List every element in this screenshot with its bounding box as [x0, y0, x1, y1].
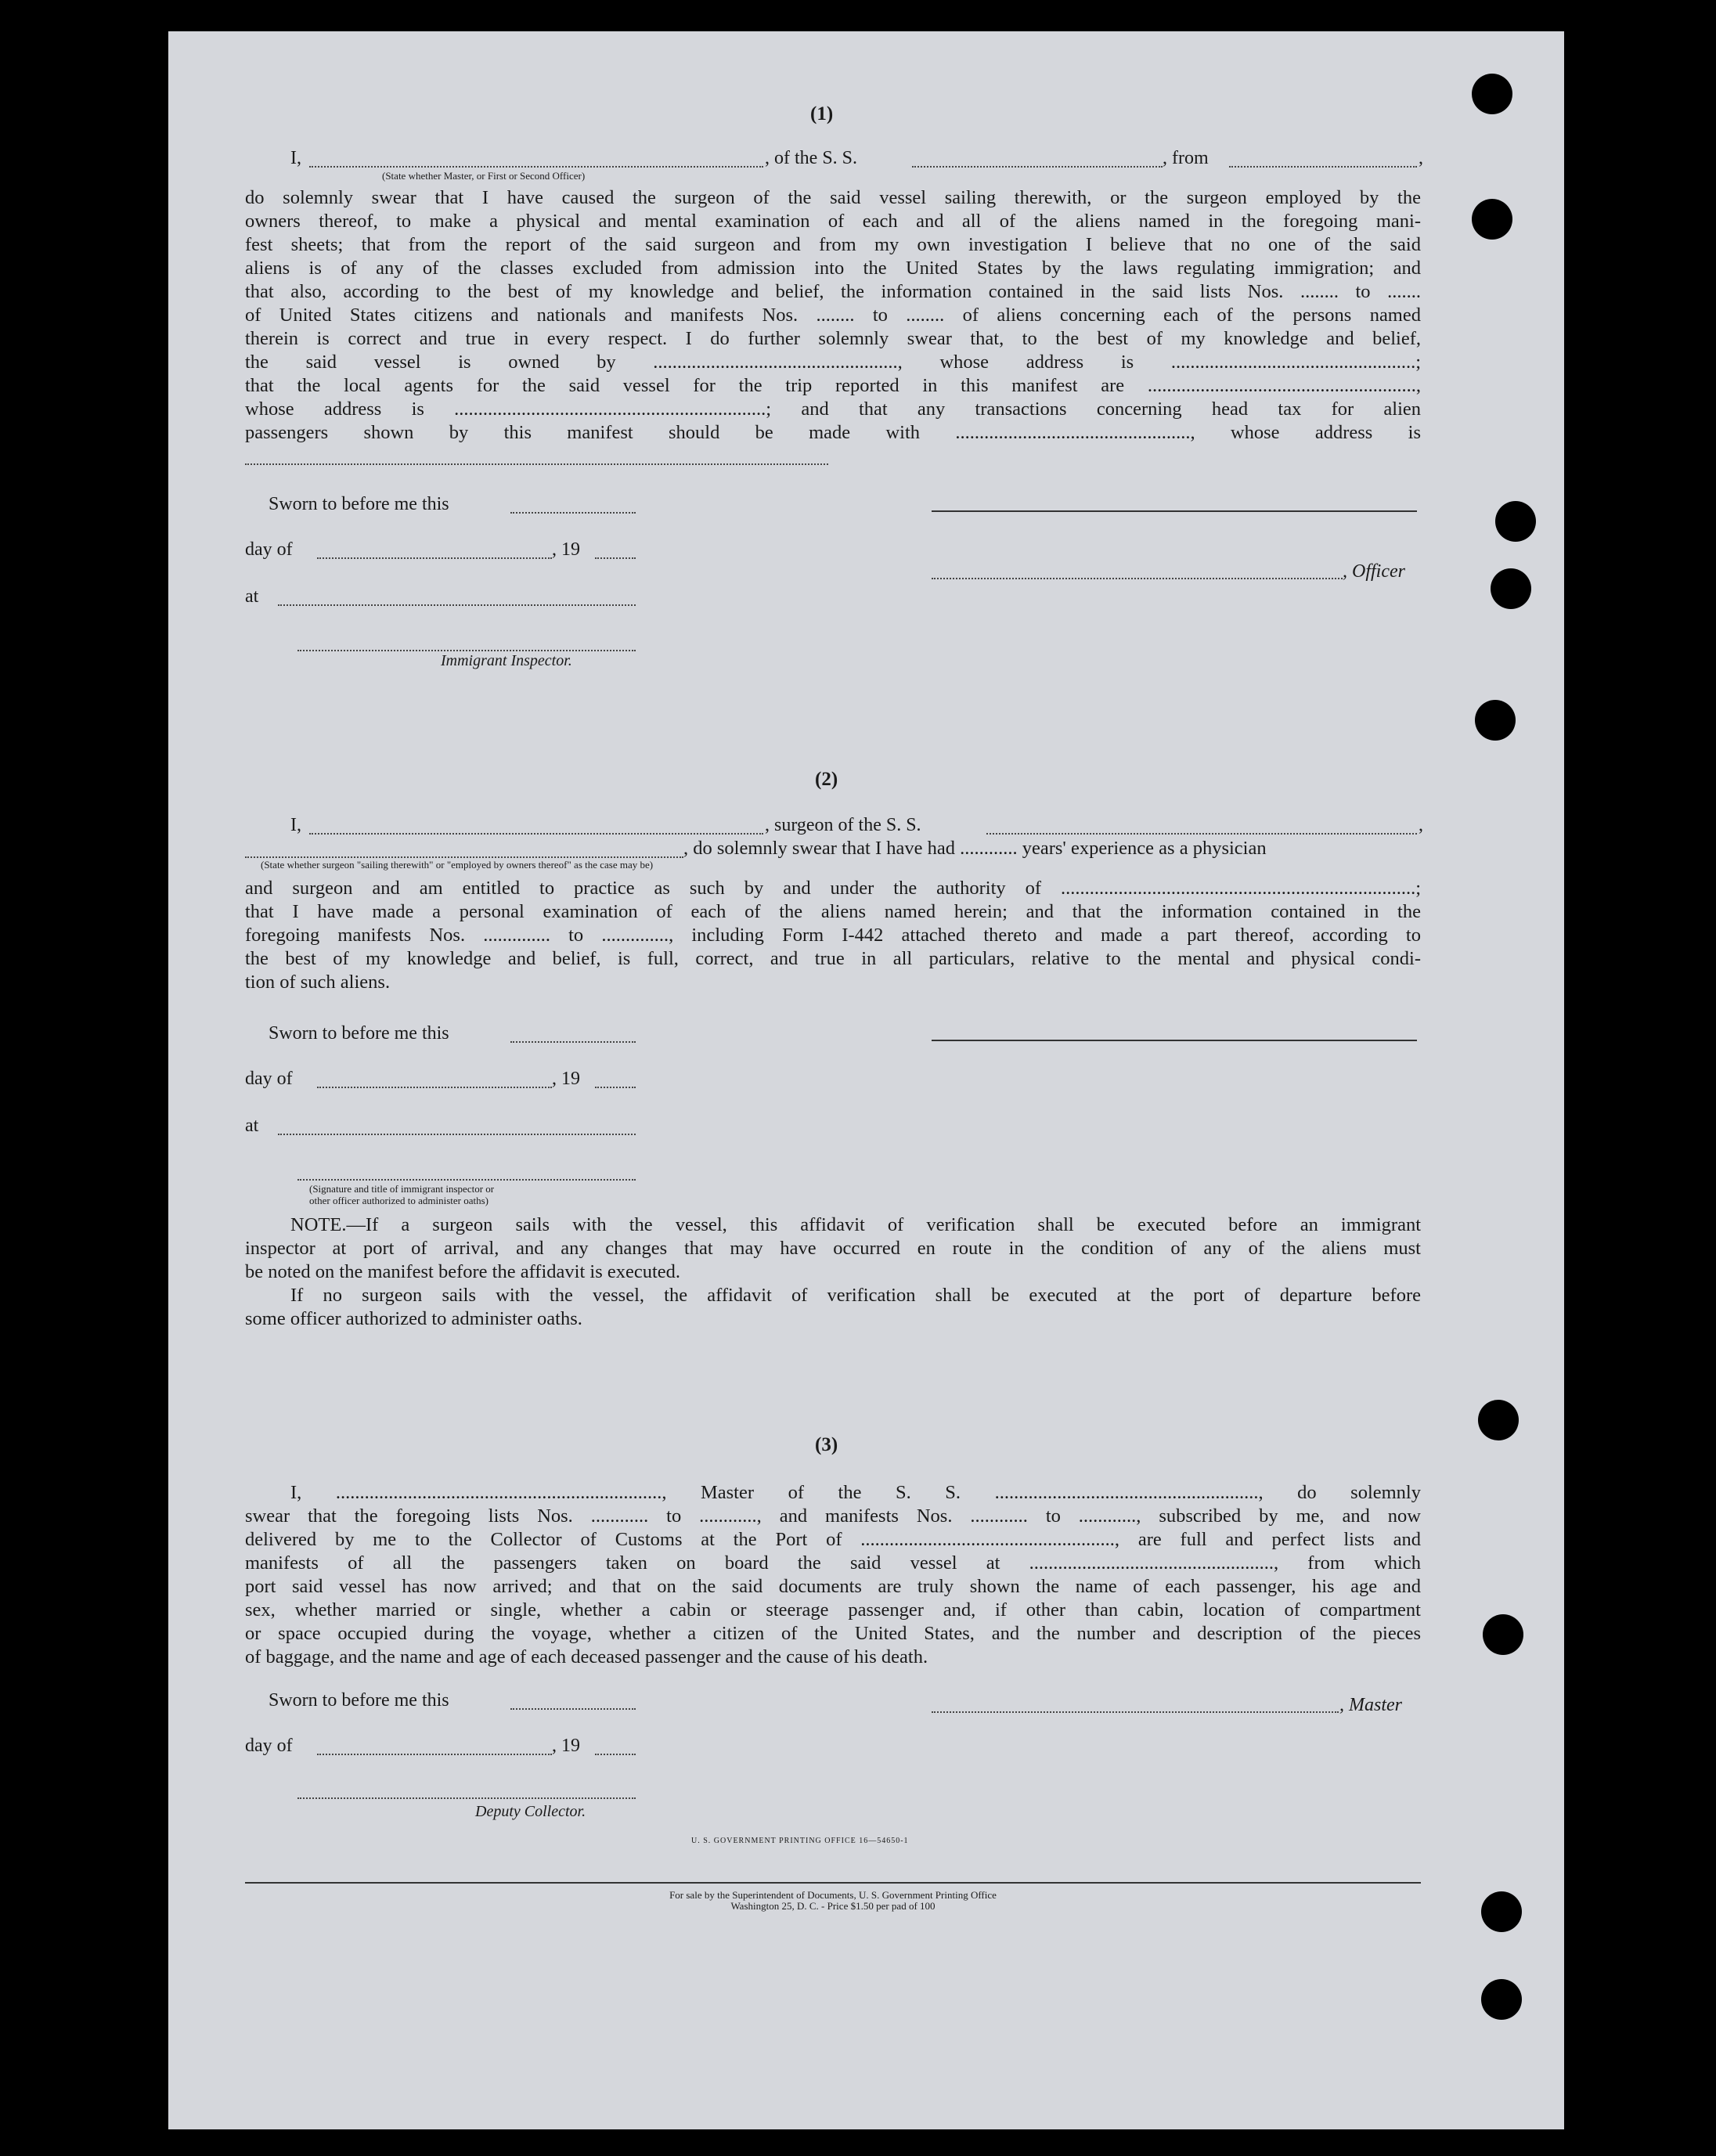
section-1-officer-field[interactable] — [932, 578, 1343, 579]
section-2-signature-field[interactable] — [297, 1179, 636, 1181]
punch-hole-5 — [1475, 700, 1516, 741]
section-1-signature-line[interactable] — [932, 510, 1417, 512]
printing-office-line: U. S. GOVERNMENT PRINTING OFFICE 16—54650-1 — [691, 1837, 909, 1845]
section-3-paragraph: I, ...................................................................., Master of the S. S. ......................................................., do solemnly swear that the foregoing lists Nos. ............ to ............, and manifests Nos. ............ to ............, subscribed by me, and now delivered by me to the Collector of Customs at the Port of ....................................................., are full and perfect lists and manifests of all the passengers taken on board the said vessel at ..................................................., from which port said vessel has now arrived; and that on the said documents are truly shown the name of each passenger, his age and sex, whether married or single, whether a cabin or steerage passenger and, if other than cabin, location of compartment or space occupied during the voyage, whether a citizen of the United States, and the number and description of the pieces of baggage, and the name and age of each deceased passenger and the cause of his death. — [245, 1482, 1421, 1667]
section-1-sworn-field[interactable] — [510, 512, 636, 514]
section-3-sworn: Sworn to before me this — [269, 1690, 449, 1711]
section-2-sig-caption-2: other officer authorized to administer oaths) — [309, 1195, 488, 1206]
from-port-field[interactable] — [1229, 166, 1417, 168]
form-page: (1) I, , of the S. S. , from , (State whether Master, or First or Second Officer) do solemnly swear that I have caused the surgeon of the said vessel sailing therewith, or the surgeon employed by the owners thereof, to make a physical and mental examination of each and all of the aliens named in the foregoing mani- fest sheets; that from the report of the said surgeon and from my own investigation I believe that no one of the said aliens is of any of the classes excluded from admission into the United States by the laws regulating immigration; and that also, according to the best of my knowledge and belief, the information contained in the said lists Nos. ........ to ....... of United States citizens and nationals and manifests Nos. ........ to ........ of aliens concerning each of the persons named therein is correct and true in every respect. I do further solemnly swear that, to the best of my knowledge and belief, the said vessel is owned by ..................................................., whose address is ...................................................; that the local agents for the said vessel for the trip reported in this manifest are ........................................................, whose address is .................................................................; and that any transactions concerning head tax for alien passengers shown by this manifest should be made with ................................................., whose address is Sworn to before me this day of , 19 , Officer at Immigrant Inspector. (2) I, , surgeon of the S. S. , , do solemnly swear that I have had ............ years' experience as a physician (State whether surgeon "sailing therewith" or "employed by owners thereof" as the case may be) and surgeon and am entitled to practice as such by and under the authority of ..........................................................................; that I have made a personal examination of each of the aliens named herein; and that the information contained in the foregoing manifests Nos. .............. to .............., including Form I-442 attached thereto and made a part thereof, according to the best of my knowledge and belief, is full, correct, and true in all particulars, relative to the mental and physical condi- tion of such aliens. Sworn to before me this day of , 19 at (Signature and title of immigrant inspector or other officer authorized to administer oaths) NOTE.—If a surgeon sails with the vessel, this affidavit of verification shall be executed before an immigrant inspector at port of arrival, and any changes that may have occurred en route in the condition of any of the aliens must be noted on the manifest before the affidavit is executed. If no surgeon sails with the vessel, the affidavit of verification shall be executed at the port of departure before some officer authorized to administer oaths. (3) I, ...................................................................., Master of the S. S. ......................................................., do solemnly swear that the foregoing lists Nos. ............ to ............, and manifests Nos. ............ to ............, subscribed by me, and now delivered by me to the Collector of Customs at the Port of ....................................................., are full and perfect lists and manifests of all the passengers taken on board the said vessel at ..................................................., from which port said vessel has now arrived; and that on the said documents are truly shown the name of each passenger, his age and sex, whether married or single, whether a cabin or steerage passenger and, if other than cabin, location of compartment or space occupied during the voyage, whether a citizen of the United States, and the number and description of the pieces of baggage, and the name and age of each deceased passenger and the cause of his death. Sworn to before me this , Master day of , 19 Deputy Collector. U. S. GOVERNMENT PRINTING OFFICE 16—54650-1 For sale by the Superintendent of Documents, U. S. Government Printing Office Washington 25, D. C. - Price $1.50 per pad of 100 — [168, 31, 1564, 2129]
address-continuation-field[interactable] — [245, 463, 828, 465]
section-2-signature-line[interactable] — [932, 1040, 1417, 1041]
section-2-at: at — [245, 1116, 259, 1136]
punch-hole-8 — [1481, 1891, 1522, 1932]
section-1-from-label: , from — [1163, 148, 1209, 168]
section-1-year: , 19 — [552, 539, 580, 560]
section-1-at: at — [245, 586, 259, 607]
section-2-year: , 19 — [552, 1069, 580, 1089]
section-1-sworn: Sworn to before me this — [269, 494, 449, 514]
section-2-sworn: Sworn to before me this — [269, 1023, 449, 1044]
section-3-year-field[interactable] — [595, 1754, 636, 1755]
punch-hole-1 — [1472, 74, 1512, 114]
section-1-ss-label: , of the S. S. — [765, 148, 858, 168]
section-3-number: (3) — [815, 1434, 838, 1455]
section-1-number: (1) — [810, 103, 834, 124]
master-signature-field[interactable] — [932, 1711, 1339, 1713]
surgeon-name-field[interactable] — [309, 833, 763, 835]
section-1-inspector-field[interactable] — [297, 650, 636, 651]
section-2-caption: (State whether surgeon "sailing therewith" or "employed by owners thereof" as the case may be) — [261, 859, 654, 871]
section-2-sig-caption-1: (Signature and title of immigrant inspector or — [309, 1183, 495, 1195]
sale-line-2: Washington 25, D. C. - Price $1.50 per pad of 100 — [730, 1900, 936, 1912]
footer-rule — [245, 1882, 1421, 1884]
section-1-inspector-label: Immigrant Inspector. — [441, 652, 572, 669]
punch-hole-7 — [1483, 1614, 1523, 1655]
section-1-i: I, — [290, 148, 301, 168]
punch-hole-6 — [1478, 1400, 1519, 1440]
section-2-sworn-field[interactable] — [510, 1041, 636, 1043]
note-paragraph: NOTE.—If a surgeon sails with the vessel, this affidavit of verification shall be executed before an immigrant inspector at port of arrival, and any changes that may have occurred en route in the condition of any of the aliens must be noted on the manifest before the affidavit is executed. If no surgeon sails with the vessel, the affidavit of verification shall be executed at the port of departure before some officer authorized to administer oaths. — [245, 1214, 1421, 1329]
collector-signature-field[interactable] — [297, 1797, 636, 1799]
section-2-at-field[interactable] — [278, 1134, 636, 1135]
section-1-day-field[interactable] — [317, 557, 552, 559]
section-2-day-field[interactable] — [317, 1087, 552, 1088]
section-3-year: , 19 — [552, 1736, 580, 1756]
vessel-name-field[interactable] — [912, 166, 1163, 168]
section-2-line2: , do solemnly swear that I have had ............ years' experience as a physician — [683, 838, 1267, 859]
section-1-at-field[interactable] — [278, 604, 636, 606]
section-1-caption: (State whether Master, or First or Second Officer) — [382, 170, 586, 182]
section-2-day-of: day of — [245, 1069, 293, 1089]
punch-hole-4 — [1491, 568, 1531, 609]
section-2-number: (2) — [815, 769, 838, 790]
section-1-officer-label: , Officer — [1343, 561, 1405, 582]
section-1-day-of: day of — [245, 539, 293, 560]
section-3-day-of: day of — [245, 1736, 293, 1756]
officer-rank-field[interactable] — [309, 166, 763, 168]
section-3-sworn-field[interactable] — [510, 1708, 636, 1710]
surgeon-type-field[interactable] — [245, 856, 683, 858]
section-3-collector-label: Deputy Collector. — [475, 1803, 586, 1820]
section-3-master-label: , Master — [1339, 1695, 1402, 1715]
section-1-paragraph: do solemnly swear that I have caused the surgeon of the said vessel sailing therewith, or the surgeon employed by the owners thereof, to make a physical and mental examination of each and all of the aliens named in the foregoing mani- fest sheets; that from the report of the said surgeon and from my own investigation I believe that no one of the said aliens is of any of the classes excluded from admission into the United States by the laws regulating immigration; and that also, according to the best of my knowledge and belief, the information contained in the said lists Nos. ........ to ....... of United States citizens and nationals and manifests Nos. ........ to ........ of aliens concerning each of the persons named therein is correct and true in every respect. I do further solemnly swear that, to the best of my knowledge and belief, the said vessel is owned by ..................................................., whose address is ...................................................; that the local agents for the said vessel for the trip reported in this manifest are ........................................................, whose address is .................................................................; and that any transactions concerning head tax for alien passengers shown by this manifest should be made with ................................................., whose address is — [245, 187, 1421, 443]
sale-line-1: For sale by the Superintendent of Documents, U. S. Government Printing Office — [669, 1889, 997, 1901]
punch-hole-9 — [1481, 1979, 1522, 2020]
punch-hole-3 — [1495, 501, 1536, 542]
section-2-year-field[interactable] — [595, 1087, 636, 1088]
section-2-paragraph: and surgeon and am entitled to practice as such by and under the authority of ..........................................................................; that I have made a personal examination of each of the aliens named herein; and that the information contained in the foregoing manifests Nos. .............. to .............., including Form I-442 attached thereto and made a part thereof, according to the best of my knowledge and belief, is full, correct, and true in all particulars, relative to the mental and physical condi- tion of such aliens. — [245, 878, 1421, 993]
section-2-i: I, — [290, 815, 301, 835]
section-2-ss-label: , surgeon of the S. S. — [765, 815, 921, 835]
section-2-vessel-field[interactable] — [986, 833, 1417, 835]
section-3-day-field[interactable] — [317, 1754, 552, 1755]
punch-hole-2 — [1472, 199, 1512, 240]
section-1-year-field[interactable] — [595, 557, 636, 559]
